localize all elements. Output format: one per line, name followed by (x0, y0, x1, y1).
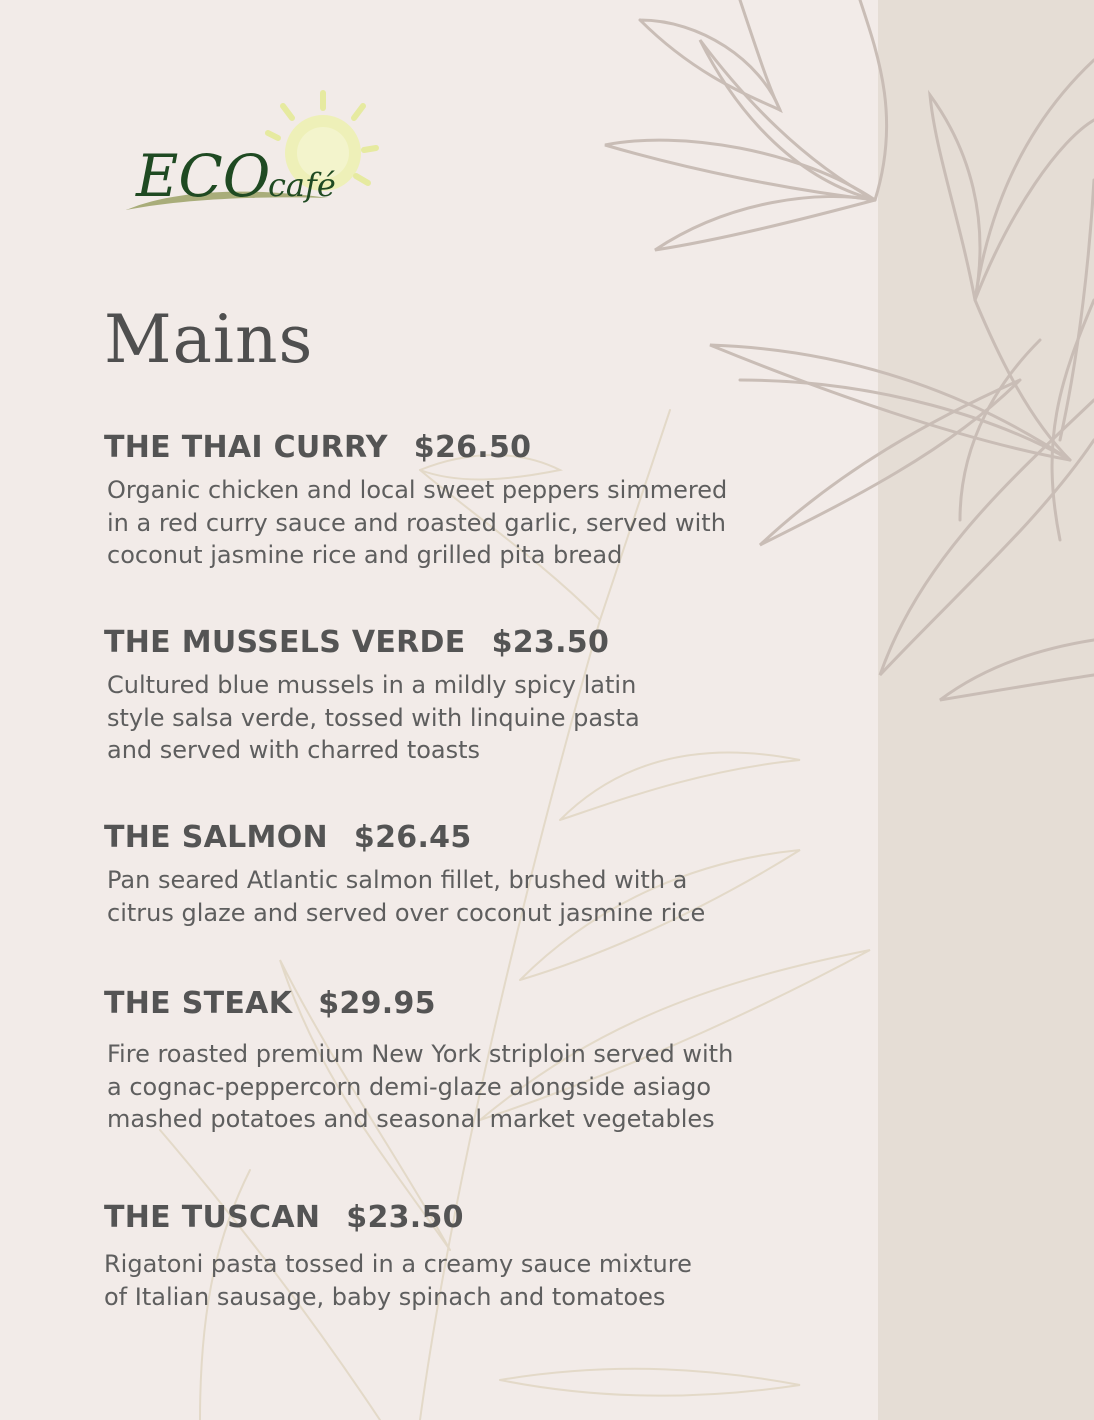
dish-price: $29.95 (318, 986, 436, 1021)
menu-item-title (104, 430, 794, 466)
dish-description: Cultured blue mussels in a mildly spicy latin style salsa verde, tossed with linquine pasta and served with charred toasts (107, 671, 640, 764)
page-title: Mains (104, 301, 314, 378)
dish-name: THE MUSSELS VERDE (104, 625, 466, 660)
menu-item-title (104, 1200, 794, 1236)
menu-item (104, 1200, 794, 1313)
dish-price: $26.50 (413, 430, 532, 465)
dish-name: THE SALMON (104, 820, 328, 855)
dish-price: $23.50 (491, 625, 610, 660)
dish-name: THE STEAK (104, 986, 293, 1021)
menu-item (104, 820, 794, 929)
menu-item-title (104, 986, 794, 1022)
menu-item (104, 430, 794, 572)
menu-item (104, 986, 794, 1136)
menu-item (104, 625, 794, 767)
dish-name: THE TUSCAN (104, 1200, 321, 1235)
svg-text:café: café (268, 166, 336, 204)
menu-item-title (104, 625, 794, 661)
eco-cafe-logo (118, 88, 388, 228)
dish-description: Organic chicken and local sweet peppers simmered in a red curry sauce and roasted garlic, served with coconut jasmine rice and grilled pita bread (107, 476, 728, 569)
dish-name: THE THAI CURRY (104, 430, 388, 465)
dish-description: Fire roasted premium New York striploin served with a cognac-peppercorn demi-glaze alongside asiago mashed potatoes and seasonal market vegetables (107, 1040, 734, 1133)
dish-price: $26.45 (353, 820, 472, 855)
svg-text:ECO: ECO (136, 142, 271, 210)
dish-description: Pan seared Atlantic salmon fillet, brushed with a citrus glaze and served over coconut jasmine rice (107, 866, 706, 927)
dish-description: Rigatoni pasta tossed in a creamy sauce mixture of Italian sausage, baby spinach and tomatoes (104, 1250, 692, 1311)
menu-item-title (104, 820, 794, 856)
dish-price: $23.50 (346, 1200, 464, 1235)
